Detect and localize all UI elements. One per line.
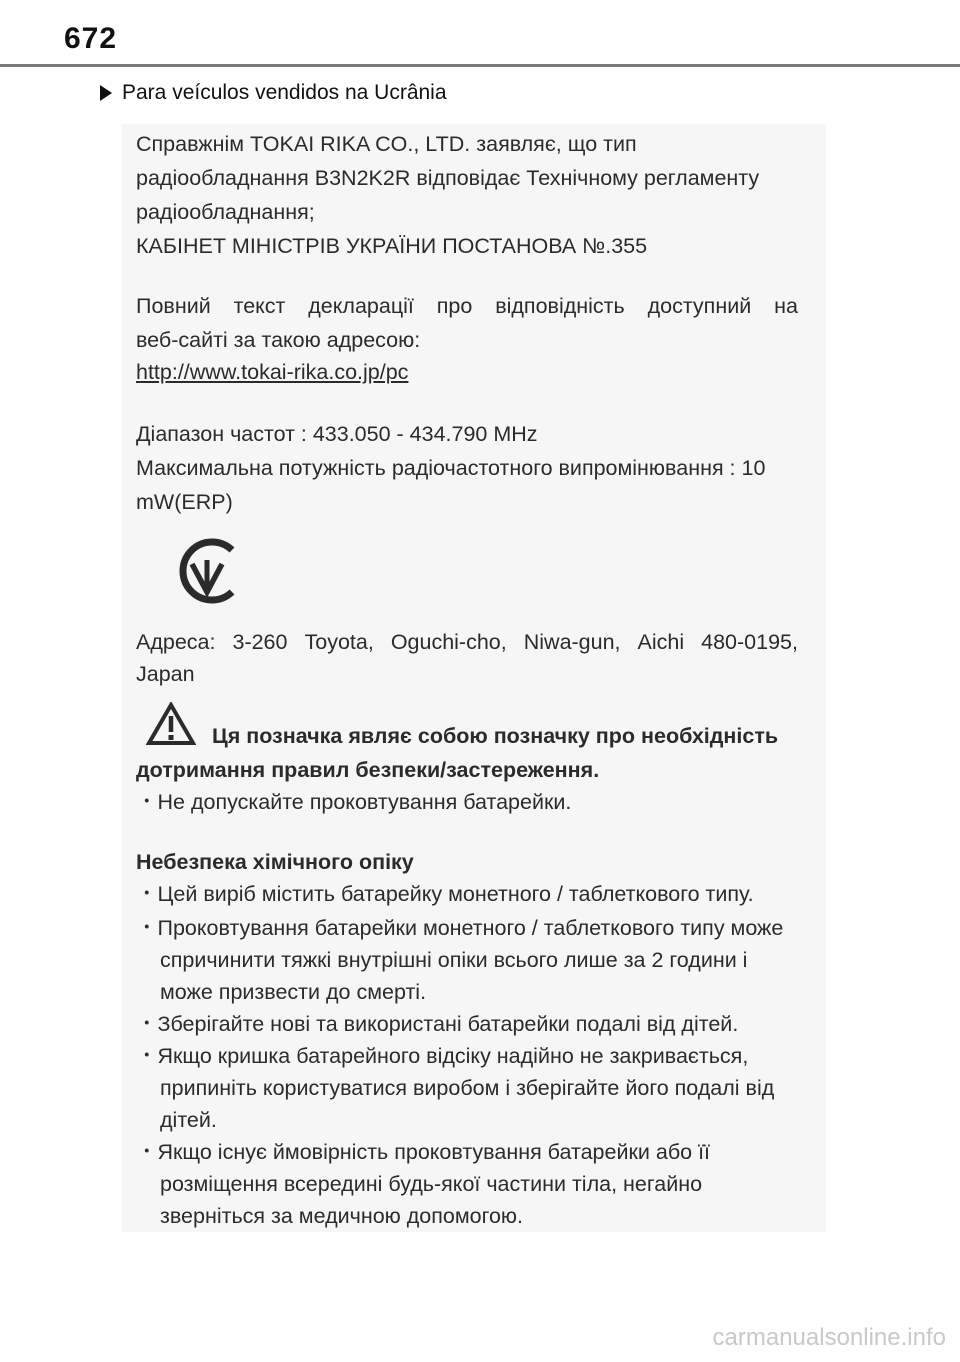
section-heading: [100, 80, 447, 106]
word: 480-0195,: [701, 630, 798, 654]
word: Aichi: [637, 630, 685, 654]
word: доступний: [647, 294, 752, 318]
word: про: [436, 294, 473, 318]
chemical-bullet-cont: розміщення всередині будь-якої частини тіла, негайно: [160, 1172, 703, 1196]
max-power-line: Максимальна потужність радіочастотного випромінювання : 10: [136, 456, 766, 480]
chemical-bullet: ・Якщо кришка батарейного відсіку надійно не закривається,: [136, 1044, 749, 1068]
declaration-line: Справжнім TOKAI RIKA CO., LTD. заявляє, що тип: [136, 132, 637, 156]
page-number: 672: [64, 22, 118, 55]
chemical-bullet-cont: спричинити тяжкі внутрішні опіки всього лише за 2 години і: [160, 948, 748, 972]
declaration-line: КАБІНЕТ МІНІСТРІВ УКРАЇНИ ПОСТАНОВА №.355: [136, 234, 648, 258]
chemical-bullet-cont: припиніть користуватися виробом і зберігайте його подалі від: [160, 1076, 775, 1100]
watermark: carmanualsonline.info: [712, 1324, 946, 1351]
word: Niwa-gun,: [523, 630, 621, 654]
chemical-bullet: ・Якщо існує ймовірність проковтування батарейки або її: [136, 1140, 711, 1164]
warning-title-line: дотримання правил безпеки/застереження.: [136, 758, 600, 782]
chemical-burn-heading: Небезпека хімічного опіку: [136, 850, 414, 874]
declaration-url: http://www.tokai-rika.co.jp/pc: [136, 360, 409, 384]
header-divider: [0, 64, 960, 67]
declaration-image: [122, 124, 826, 1232]
word: Oguchi-cho,: [390, 630, 507, 654]
section-heading-text: Para veículos vendidos na Ucrânia: [122, 81, 447, 104]
address-line: [136, 628, 798, 656]
address-line: Japan: [136, 662, 195, 686]
warning-triangle-icon: [146, 702, 196, 746]
full-text-line: [136, 292, 798, 320]
full-text-line: веб-сайті за такою адресою:: [136, 328, 421, 352]
declaration-line: радіообладнання B3N2K2R відповідає Технічному регламенту: [136, 166, 760, 190]
warning-bullet: ・Не допускайте проковтування батарейки.: [136, 790, 572, 814]
word: Повний: [136, 294, 211, 318]
word: Toyota,: [304, 630, 374, 654]
chemical-bullet-cont: зверніться за медичною допомогою.: [160, 1204, 524, 1228]
chemical-bullet: ・Цей виріб містить батарейку монетного / таблеткового типу.: [136, 882, 754, 906]
word: текст: [233, 294, 286, 318]
chemical-bullet: ・Зберігайте нові та використані батарейки подалі від дітей.: [136, 1012, 739, 1036]
declaration-line: радіообладнання;: [136, 200, 315, 224]
ukrainian-conformity-mark-icon: [170, 534, 244, 608]
warning-title-line: Ця позначка являє собою позначку про необхідність: [212, 724, 779, 748]
word: Адреса:: [136, 630, 216, 654]
word: на: [774, 294, 798, 318]
frequency-range: Діапазон частот : 433.050 - 434.790 MHz: [136, 422, 538, 446]
chemical-bullet: ・Проковтування батарейки монетного / таблеткового типу може: [136, 916, 784, 940]
triangle-bullet-icon: [100, 85, 112, 101]
word: 3-260: [232, 630, 288, 654]
word: відповідність: [495, 294, 625, 318]
chemical-bullet-cont: може призвести до смерті.: [160, 980, 427, 1004]
chemical-bullet-cont: дітей.: [160, 1108, 217, 1132]
max-power-line: mW(ERP): [136, 490, 233, 514]
word: декларації: [308, 294, 414, 318]
